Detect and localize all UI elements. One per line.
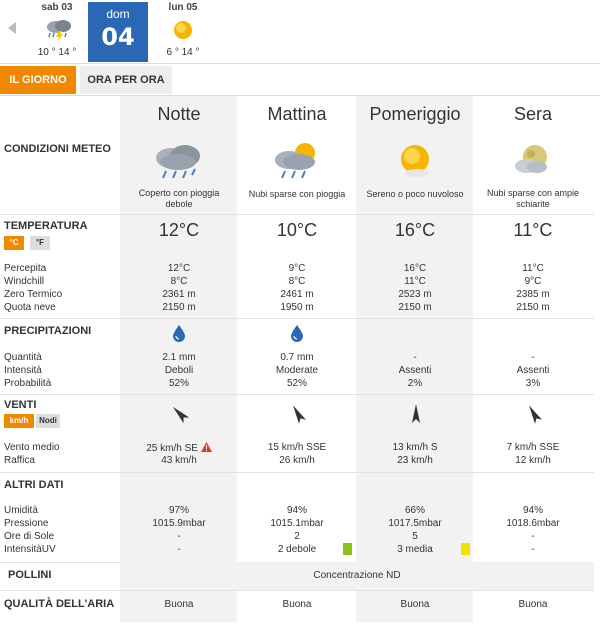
label-other: ALTRI DATI bbox=[4, 479, 64, 491]
wind-direction-arrow-icon bbox=[288, 402, 308, 426]
wind-direction-arrow-icon bbox=[406, 402, 426, 426]
day-selector bbox=[0, 0, 600, 64]
condition-text bbox=[120, 188, 238, 210]
day-name: sab 03 bbox=[41, 2, 73, 13]
pressure-value: 1015.9mbar bbox=[152, 518, 206, 529]
period-name: Notte bbox=[157, 104, 201, 124]
moon-cloud-icon bbox=[505, 140, 561, 183]
unit-celsius-button[interactable]: °C bbox=[4, 236, 24, 250]
label-pressure: Pressione bbox=[4, 518, 49, 529]
probability-value: 52% bbox=[168, 378, 189, 389]
condition-line: schiarite bbox=[516, 199, 550, 209]
label-perceived: Percepita bbox=[4, 263, 47, 274]
uv-value: 2 debole bbox=[277, 544, 317, 555]
quantity-value: 2.1 mm bbox=[162, 352, 196, 363]
gust-value: 26 km/h bbox=[279, 455, 315, 466]
condition-line: Sereno o poco nuvoloso bbox=[366, 189, 464, 199]
day-tab-mon[interactable] bbox=[150, 0, 216, 62]
tab-day[interactable]: IL GIORNO bbox=[0, 66, 76, 94]
prev-day-arrow-icon[interactable] bbox=[8, 22, 16, 34]
day-tab-sun-active[interactable] bbox=[88, 2, 148, 62]
condition-line: Nubi sparse con ampie bbox=[486, 188, 580, 198]
temperature-value: 12°C bbox=[158, 220, 200, 240]
label-air: QUALITÀ DELL'ARIA bbox=[4, 598, 115, 610]
gust-value: 12 km/h bbox=[515, 455, 551, 466]
period-name: Sera bbox=[513, 104, 553, 124]
day-name: dom bbox=[106, 7, 130, 21]
label-precip: PRECIPITAZIONI bbox=[4, 325, 92, 337]
wind-text: 25 km/h SE bbox=[146, 443, 198, 454]
windchill-value: 11°C bbox=[404, 276, 426, 287]
uv-value: - bbox=[177, 544, 181, 555]
label-humidity: Umidità bbox=[4, 505, 38, 516]
pressure-value: 1018.6mbar bbox=[506, 518, 560, 529]
uv-value: 3 media bbox=[397, 544, 433, 555]
divider bbox=[0, 214, 594, 215]
intensity-value: Assenti bbox=[398, 365, 432, 376]
air-quality-value: Buona bbox=[518, 599, 548, 610]
warning-icon[interactable] bbox=[201, 442, 212, 452]
day-temps: 6 ° 14 ° bbox=[166, 47, 200, 58]
wind-direction-arrow-icon bbox=[524, 402, 544, 426]
day-temps: 10 ° 14 ° bbox=[37, 47, 77, 58]
storm-rain-icon bbox=[44, 18, 74, 42]
air-quality-value: Buona bbox=[282, 599, 312, 610]
divider bbox=[0, 472, 594, 473]
wind-value bbox=[474, 442, 592, 453]
pressure-value: 1017.5mbar bbox=[388, 518, 442, 529]
wind-text: 7 km/h SSE bbox=[506, 442, 560, 453]
wind-value bbox=[120, 442, 238, 454]
sunhours-value: - bbox=[531, 531, 535, 542]
snow-value: 2150 m bbox=[516, 302, 550, 313]
intensity-value: Deboli bbox=[164, 365, 194, 376]
day-tab-sat[interactable] bbox=[24, 0, 90, 62]
condition-line: Coperto con pioggia bbox=[138, 188, 220, 198]
perceived-value: 12°C bbox=[167, 263, 191, 274]
quantity-value: 0.7 mm bbox=[280, 352, 314, 363]
label-zero: Zero Termico bbox=[4, 289, 63, 300]
condition-text bbox=[474, 188, 592, 210]
zero-value: 2385 m bbox=[516, 289, 550, 300]
label-quantity: Quantità bbox=[4, 352, 42, 363]
quantity-value: - bbox=[413, 352, 417, 363]
sunhours-value: 2 bbox=[294, 531, 300, 542]
temperature-value: 16°C bbox=[394, 220, 436, 240]
intensity-value: Assenti bbox=[516, 365, 550, 376]
condition-text bbox=[238, 189, 356, 200]
sunhours-value: 5 bbox=[412, 531, 418, 542]
label-intensity: Intensità bbox=[4, 365, 42, 376]
label-probability: Probabilità bbox=[4, 378, 52, 389]
label-sunhours: Ore di Sole bbox=[4, 531, 55, 542]
temperature-value: 10°C bbox=[276, 220, 318, 240]
windchill-value: 8°C bbox=[288, 276, 306, 287]
windchill-value: 9°C bbox=[524, 276, 542, 287]
divider bbox=[0, 318, 594, 319]
unit-kmh-button[interactable]: km/h bbox=[4, 414, 34, 428]
wind-value bbox=[356, 442, 474, 453]
wind-text: 15 km/h SSE bbox=[267, 442, 327, 453]
label-windchill: Windchill bbox=[4, 276, 45, 287]
cloud-sun-rain-icon bbox=[269, 140, 325, 183]
day-name: lun 05 bbox=[168, 2, 198, 13]
label-avgwind: Vento medio bbox=[4, 442, 60, 453]
label-snow: Quota neve bbox=[4, 302, 56, 313]
divider bbox=[0, 394, 594, 395]
divider bbox=[0, 590, 594, 591]
gust-value: 23 km/h bbox=[397, 455, 433, 466]
label-uv: IntensitàUV bbox=[4, 544, 56, 555]
snow-value: 1950 m bbox=[280, 302, 314, 313]
condition-line: debole bbox=[165, 199, 193, 209]
intensity-value: Moderate bbox=[275, 365, 319, 376]
tab-hourly[interactable]: ORA PER ORA bbox=[80, 66, 172, 94]
label-winds: VENTI bbox=[4, 399, 37, 411]
cloud-rain-icon bbox=[151, 140, 207, 183]
unit-fahrenheit-button[interactable]: °F bbox=[30, 236, 50, 250]
perceived-value: 9°C bbox=[288, 263, 306, 274]
probability-value: 52% bbox=[286, 378, 307, 389]
sun-icon bbox=[170, 18, 196, 42]
gust-value: 43 km/h bbox=[161, 455, 197, 466]
windchill-value: 8°C bbox=[170, 276, 188, 287]
uv-value: - bbox=[531, 544, 535, 555]
sunhours-value: - bbox=[177, 531, 181, 542]
perceived-value: 11°C bbox=[522, 263, 544, 274]
air-quality-value: Buona bbox=[164, 599, 194, 610]
probability-value: 3% bbox=[525, 378, 541, 389]
period-name: Pomeriggio bbox=[369, 104, 461, 124]
sun-cloud-icon bbox=[387, 140, 443, 183]
label-gust: Raffica bbox=[4, 455, 35, 466]
condition-text bbox=[356, 189, 474, 200]
perceived-value: 16°C bbox=[403, 263, 427, 274]
snow-value: 2150 m bbox=[398, 302, 432, 313]
temperature-value: 11°C bbox=[513, 220, 553, 240]
uv-level-swatch bbox=[343, 543, 352, 555]
period-name: Mattina bbox=[267, 104, 327, 124]
wind-value bbox=[238, 442, 356, 453]
pollen-value: Concentrazione ND bbox=[313, 570, 401, 581]
zero-value: 2361 m bbox=[162, 289, 196, 300]
pressure-value: 1015.1mbar bbox=[270, 518, 324, 529]
raindrop-icon bbox=[290, 324, 304, 342]
zero-value: 2461 m bbox=[280, 289, 314, 300]
uv-level-swatch bbox=[461, 543, 470, 555]
zero-value: 2523 m bbox=[398, 289, 432, 300]
humidity-value: 97% bbox=[168, 505, 189, 516]
view-tabs bbox=[0, 64, 600, 96]
humidity-value: 94% bbox=[522, 505, 543, 516]
humidity-value: 66% bbox=[404, 505, 425, 516]
raindrop-icon bbox=[172, 324, 186, 342]
wind-direction-arrow-icon bbox=[170, 402, 190, 426]
wind-text: 13 km/h S bbox=[392, 442, 438, 453]
day-number: 04 bbox=[101, 23, 135, 51]
air-quality-value: Buona bbox=[400, 599, 430, 610]
label-pollen: POLLINI bbox=[8, 569, 52, 581]
snow-value: 2150 m bbox=[162, 302, 196, 313]
label-conditions: CONDIZIONI METEO bbox=[4, 143, 111, 155]
unit-knots-button[interactable]: Nodi bbox=[36, 414, 60, 428]
probability-value: 2% bbox=[407, 378, 423, 389]
humidity-value: 94% bbox=[286, 505, 307, 516]
label-temperature: TEMPERATURA bbox=[4, 220, 88, 232]
quantity-value: - bbox=[531, 352, 535, 363]
condition-line: Nubi sparse con pioggia bbox=[248, 189, 346, 199]
